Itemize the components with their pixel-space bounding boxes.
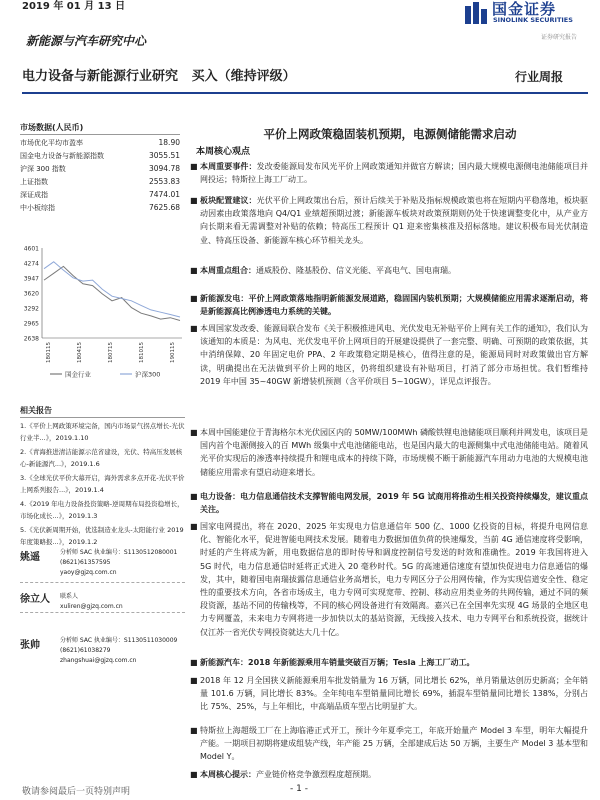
related-report-item[interactable]: 1.《平价上网政策环境完备，国内市场景气拐点增长-光伏行业半...》，2019.1.10 [20, 422, 185, 442]
series-line [44, 262, 180, 317]
market-row: 中小板综指 7625.68 [20, 203, 180, 212]
contact-info: 分析师 SAC 执业编号：S1130511030009 (8621)61038279 zhangshuai@gjzq.com.cn [60, 637, 178, 664]
contact-info: 联系人 xuliren@gjzq.com.cn [60, 593, 123, 610]
paragraph: ■ 本周国家发改委、能源局联合发布《关于积极推进风电、光伏发电无补贴平价上网有关工作的通知》，我们认为该通知的本质是：为风电、光伏发电平价上网项目的开展建设提供了一套完整、明确、可预期的政策依据，其中消纳保障、20 年固定电价 PPA、2 年政策稳定期是核心，值得注意的是，能源局同时对政策做出官方解读，明确提出在无法做到平价上网的地区，仍将组织建设有补贴项目，打消了部分市场担忧。我们暂维持 2019 年中国 35~40GW 新增装机预测（含平价项目 5~10GW），详见点评报告。 [190, 324, 588, 386]
y-tick-label: 3292 [23, 305, 39, 313]
y-tick-label: 4601 [23, 245, 39, 253]
y-tick-label: 2965 [23, 320, 39, 328]
contact-name: 徐立人 [20, 594, 50, 605]
paragraph: ■ 2018 年 12 月全国狭义新能源乘用车批发销量为 16 万辆，同比增长 62%，单月销量达创历史新高；全年销量 101.6 万辆，同比增长 83%。全年纯电车型销量同比增长 69%，插混车型销量同比增长 138%，分别占比 75%、25%，与上年相比，中高端品质车型占比明显扩大。 [190, 676, 588, 712]
y-tick-label: 4274 [23, 260, 39, 268]
document-title: 平价上网政策稳固装机预期，电源侧储能需求启动 [263, 127, 517, 141]
contact-divider [20, 582, 185, 583]
price-chart [14, 240, 186, 380]
page-number: - 1 - [290, 784, 308, 794]
legend-label: 国金行业 [65, 370, 91, 379]
market-row: 上证指数 2553.83 [20, 177, 180, 186]
report-title: 电力设备与新能源行业研究 买入（维持评级） [22, 69, 296, 84]
core-views-heading: 本周核心观点 [196, 147, 251, 157]
market-divider [20, 134, 180, 135]
report-type: 行业周报 [515, 70, 564, 84]
paragraph: ■ 新能源汽车：2018 年新能源乘用车销量突破百万辆；Tesla 上海工厂动工。 [190, 658, 475, 667]
market-row: 市场优化平均市盈率 18.90 [20, 138, 180, 147]
contact-divider [20, 612, 185, 613]
x-tick-label: 180415 [77, 342, 83, 363]
related-report-item[interactable]: 2.《青海推进清洁能源示范省建设，光伏、特高压发展核心-新能源汽...》，2019.1.6 [20, 448, 183, 468]
y-tick-label: 3947 [23, 275, 39, 283]
paragraph: ■ 本周核心提示：产业链价格竞争激烈程度超预期。 [190, 770, 376, 779]
x-tick-label: 180715 [108, 342, 114, 363]
paragraph: ■ 板块配置建议：光伏平价上网政策出台后，预计后续关于补贴及指标规模政策也将在短期内平稳落地，板块驱动因素由政策落地向 Q4/Q1 业绩超预期过渡；新能源车板块对政策预期则仍处于快速调整变化中，从产业方向长期来看无需调整对补贴的依赖；特高压工程预计 Q1 迎来密集核准及招标落地。建议积极布局光伏制造业、特高压设备、新能源车核心环节相关龙头。 [190, 196, 589, 245]
logo-icon [462, 0, 490, 28]
paragraph: ■ 本周重点组合：通威股份、隆基股份、信义光能、平高电气、国电南瑞。 [190, 266, 456, 275]
x-tick-label: 181015 [139, 342, 145, 363]
legend-label: 沪深300 [135, 370, 161, 379]
logo-text-cn: 国金证券 [492, 0, 557, 18]
x-tick-label: 190115 [170, 342, 176, 363]
paragraph: ■ 新能源发电：平价上网政策落地指明新能源发展道路，稳固国内装机预期；大规模储能应用需求逐渐启动，将是新能源高比例渗透电力系统的关键。 [190, 294, 588, 317]
logo-subtitle: 证券研究报告 [541, 34, 578, 41]
department-name: 新能源与汽车研究中心 [26, 34, 147, 48]
related-divider [20, 417, 185, 418]
footer-disclaimer[interactable]: 敬请参阅最后一页特别声明 [22, 787, 131, 797]
market-row: 沪深 300 指数 3094.78 [20, 164, 180, 173]
related-reports-heading: 相关报告 [20, 406, 52, 415]
contact-info: 分析师 SAC 执业编号：S1130512080001 (8621)61357595 yaoy@gjzq.com.cn [60, 549, 178, 576]
market-row: 深证成指 7474.01 [20, 190, 180, 199]
market-row: 国金电力设备与新能源指数 3055.51 [20, 151, 180, 160]
logo-text-en: SINOLINK SECURITIES [493, 16, 573, 24]
y-tick-label: 3620 [23, 290, 39, 298]
contact-name: 姚遥 [20, 552, 40, 563]
paragraph: ■ 电力设备：电力信息通信技术支撑智能电网发展，2019 年 5G 试商用将推动生相关投资持续爆发，建议重点关注。 [190, 492, 588, 515]
contact-name: 张帅 [20, 640, 40, 651]
paragraph: ■ 本周中国能建位于青海格尔木光伏园区内的 50MW/100MWh 磷酸铁锂电池储能项目顺利并网发电，该项目是国内首个电源侧接入的百 MWh 级集中式电池储能电站，也是国内最大的电源侧集中式电池储能电站。随着风光平价实现后的渗透率持续提升和锂电成本的持续下降，市场规模不断于新能源汽车用动力电池的大规模电池储能应用需求有望启动迎来增长。 [190, 428, 588, 477]
x-tick-label: 180115 [46, 342, 52, 363]
y-tick-label: 2638 [23, 335, 39, 343]
related-report-item[interactable]: 3.《全球光伏平价大幕开启，海外需求多点开花-光伏平价上网系列报告...》，2019.1.4 [20, 474, 185, 494]
paragraph: ■ 本周重要事件：发改委能源局发布风光平价上网政策通知并做官方解读；国内最大规模电源侧电池储能项目并网投运；特斯拉上海工厂动工。 [190, 162, 589, 185]
related-report-item[interactable]: 4.《2019 年电力设备投资策略-逆周期布局投资稳增长，市场化成长...》，2019.1.3 [20, 500, 184, 520]
paragraph: ■ 国家电网提出，将在 2020、2025 年实现电力信息通信年 500 亿、1000 亿投资的目标，将提升电网信息化、智能化水平，促进智能电网技术发展。随着电力数据加值负荷的快速爆发，当前 4G 通信速度将受影响，时延的产生将成为新，用电数据信息的即时传导和调度控制信号发送的时效和准确性。2019 年我国将进入 5G 时代，电力信息通信时延将正式进入 20 毫秒时代。5G 的高速通信速度有望加快促进电力信息通信的爆发，其中，随着国电南瑞拔露信息通信业务高增长，电力专网区分子公用网传输，作为实现信道安全性、稳定性的重要技术方向，各省市场成主，电力专网可实现宽带、控制、移动应用类业务的共网传输，通过不同的频段资源，基站不同的传输栈等，不同的核心网设备进行有效隔离。嘉兴已在全国率先实现 4G 场景的全地区电力专网覆盖，未来电力专网将进一步加快以太的基站资源，无线接入技术、电力专网平台和系统投资，据统计仅江苏一省光伏专网投资就达大几十亿。 [190, 522, 588, 637]
header-divider [22, 92, 588, 94]
related-report-item[interactable]: 5.《光伏新周期开始，优选制造业龙头-太阳能行业 2019 年度策略报...》，2019.1.2 [20, 526, 184, 546]
paragraph: ■ 特斯拉上海超级工厂在上海临港正式开工，预计今年夏季完工，年底开始量产 Model 3 车型，明年大幅提升产能。一期项目初期将建成组装产线，年产能 25 万辆，全部建成后达 50 万辆，主要生产 Model 3 基本型和 Model Y。 [190, 726, 588, 762]
report-date: 2019 年 01 月 13 日 [22, 1, 126, 12]
market-data-heading: 市场数据(人民币) [20, 123, 84, 132]
